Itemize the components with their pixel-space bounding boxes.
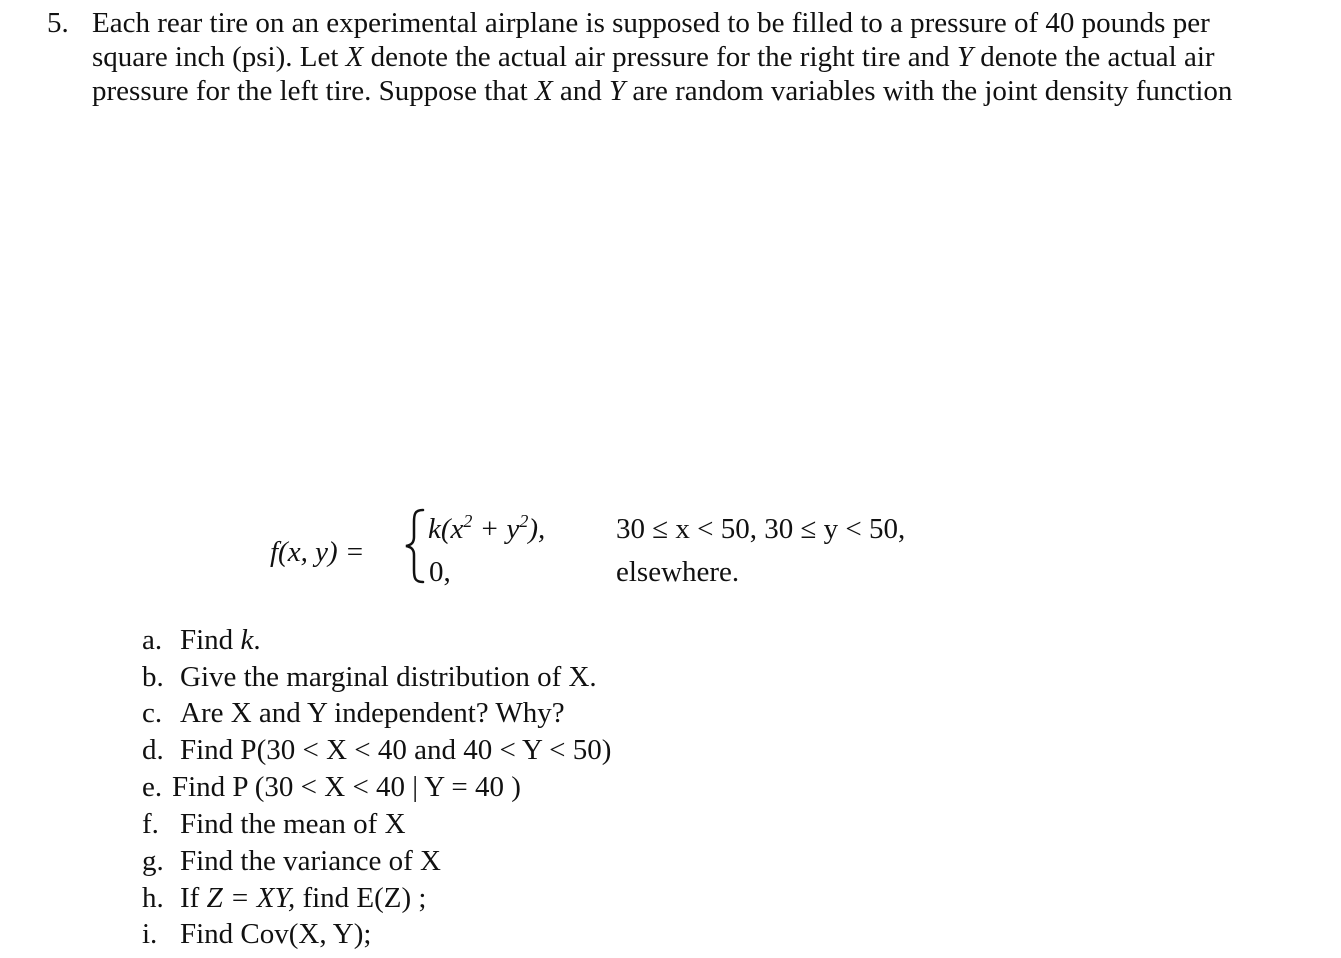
part-text: Find the mean of X (180, 808, 406, 840)
case-1-condition: 30 ≤ x < 50, 30 ≤ y < 50, (616, 513, 906, 545)
part-d (142, 734, 611, 767)
part-text: Find P(30 < X < 40 and 40 < Y < 50) (180, 734, 612, 766)
part-label: h. (142, 882, 164, 914)
part-g (142, 845, 441, 878)
part-h (142, 882, 426, 915)
variable-x: X (345, 41, 364, 73)
part-a (142, 624, 261, 657)
problem-text-part-1: Each rear tire on an experimental airplane is supposed to be filled to a pressure of 40 pounds per square inch (psi). Let (92, 7, 1210, 73)
part-c (142, 697, 565, 730)
part-text: Find Cov(X, Y); (180, 918, 372, 950)
variable-x-second: X (534, 75, 553, 107)
case-2-condition: elsewhere. (616, 556, 740, 588)
part-text: Are X and Y independent? Why? (180, 697, 565, 729)
part-text: Give the marginal distribution of X. (180, 661, 597, 693)
part-label: a. (142, 624, 163, 656)
part-label: g. (142, 845, 164, 877)
problem-text-part-4: are random variables with the joint density function (632, 75, 1233, 107)
problem-text (92, 6, 1277, 108)
part-label: i. (142, 918, 158, 950)
joint-density-formula (270, 505, 1010, 605)
part-text: If Z = XY, find E(Z) ; (180, 882, 427, 914)
problem-text-part-3: denote the actual air pressure for the left tire. Suppose that (92, 41, 1215, 107)
part-label: e. (142, 771, 163, 803)
variable-y: Y (956, 41, 973, 73)
part-e (142, 771, 521, 804)
part-f (142, 808, 406, 841)
part-label: f. (142, 808, 159, 840)
part-text: Find the variance of X (180, 845, 441, 877)
part-text: Find P (30 < X < 40 | Y = 40 ) (172, 771, 521, 803)
part-label: c. (142, 697, 163, 729)
part-i (142, 918, 371, 951)
part-label: b. (142, 661, 164, 693)
case-2-expression: 0, (429, 556, 451, 588)
part-label: d. (142, 734, 164, 766)
left-brace-icon (403, 506, 429, 586)
problem-number: 5. (47, 7, 69, 39)
variable-y-second: Y (609, 75, 626, 107)
problem-text-part-2: denote the actual air pressure for the right tire and (370, 41, 950, 73)
case-1-expression: $k(x^2 + y^2)$, (428, 511, 546, 545)
exponent-x: 2 (463, 511, 473, 531)
exponent-y: 2 (519, 511, 529, 531)
formula-lhs: f(x, y) = (270, 536, 365, 568)
and-word: and (559, 75, 602, 107)
part-b (142, 661, 597, 694)
part-text: Find k. (180, 624, 261, 656)
